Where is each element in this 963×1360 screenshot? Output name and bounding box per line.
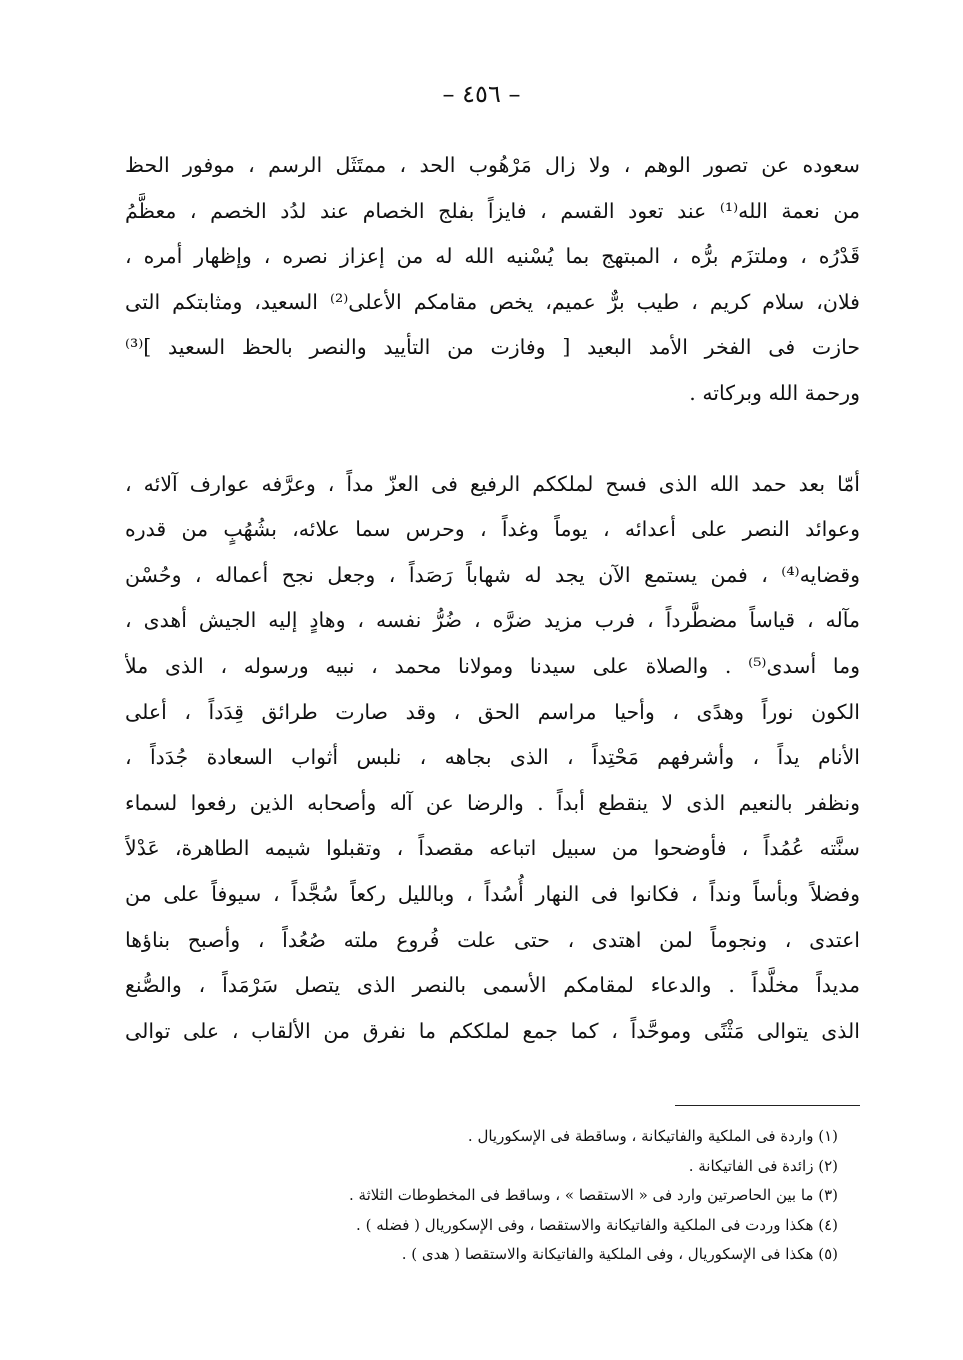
main-text <box>125 143 860 1054</box>
page-number: – ٤٥٦ – <box>442 80 521 108</box>
footnote: (٤) هكذا وردت فى الملكية والفاتيكانة والاستقصا ، وفى الإسكوريال ( فضله ) . <box>356 1215 838 1234</box>
footnotes <box>118 1122 838 1270</box>
text-line: وقضايه⁽⁴⁾ ، فمن يستمع الآن يجد له شهاباً رَصَداً ، وجعل نجح أعماله ، وحُسْن <box>125 562 860 587</box>
text-line: أمّا بعد حمد الله الذى فسح لملككم الرفيع فى العزّ مداً ، وعرَّفه عوارف آلائه ، <box>125 471 860 496</box>
text-line: وفضلاً وبأساً ونداً ، فكانوا فى النهار أُسُداً ، وبالليل ركعاً سُجَّداً ، سيوفاً على من <box>125 881 860 906</box>
text-line: مديداً مخلَّداً . والدعاء لمقامكم الأسمى بالنصر الذى يتصل سَرْمَداً ، والصُّنع <box>125 973 860 998</box>
footnote: (٥) هكذا فى الإسكوريال ، وفى الملكية والفاتيكانة والاستقصا ( هدى ) . <box>401 1245 838 1263</box>
text-line: ورحمة الله وبركاته . <box>689 380 860 405</box>
text-line: حازت فى الفخر الأمد البعيد [ وفازت من التأييد والنصر بالحظ السعيد ]⁽³⁾ <box>125 335 860 360</box>
text-line: الأنام يداً ، وأشرفهم مَحْتِداً ، الذى بجاهه ، نلبس أثواب السعادة جُدَداً ، <box>125 745 860 770</box>
text-line: سعوده عن تصور الوهم ، ولا زال مَرْهُوب الحد ، ممتَثَل الرسم ، موفور الحظ <box>125 153 860 177</box>
footnote-separator <box>675 1105 860 1106</box>
footnote: (٢) زائدة فى الفاتيكانة . <box>688 1156 838 1175</box>
footnote: (٣) ما بين الحاصرتين وارد فى « الاستقصا » ، وساقط فى المخطوطات الثلاثة . <box>349 1186 838 1204</box>
text-line: من نعمة الله⁽¹⁾ عند تعود القسم ، فايزاً بفلج الخصام عند لدُد الخصم ، معظَّمُ <box>125 198 860 223</box>
paragraph-gap <box>125 417 860 462</box>
text-line: قَدْرُه ، وملتزَم برُّه ، المبتهج بما يُسْنيه الله له من إعزاز نصره ، وإظهار أمره ، <box>125 244 860 269</box>
footnote: (١) واردة فى الملكية والفاتيكانة ، وساقطة فى الإسكوريال . <box>467 1127 838 1145</box>
text-line: اعتدى ، ونجوماً لمن اهتدى ، حتى علت فُروع ملته صُعُداً ، وأصبح بناؤها <box>125 927 860 952</box>
text-line: فلان، سلام كريم ، طيب برٌّ عميم، يخص مقامكم الأعلى⁽²⁾ السعيد، ومثابتكم التى <box>125 289 860 314</box>
text-line: الكون نوراً وهدًى ، وأحيا مراسم الحق ، وقد صارت طرائق قِدَداً ، أعلى <box>125 699 860 724</box>
text-line: سنَّته عُمُداً ، فأوضحوا من سبيل اتباعه مقصداً ، وتقبلوا شيمه الطاهرة، عَدْلاً <box>125 836 860 861</box>
text-line: الذى يتوالى مَثْنًى وموحَّداً ، كما جمع لملككم ما نفرق من الألقاب ، على توالى <box>125 1018 860 1043</box>
text-line: وعوائد النصر على أعدائه ، يوماً وغداً ، وحرس سما علائه، بشُهُبٍ من قدره <box>125 517 860 542</box>
text-line: وما أسدى⁽⁵⁾ . والصلاة على سيدنا ومولانا محمد ، نبيه ورسوله ، الذى ملأ <box>125 653 860 678</box>
text-line: مآله ، قياساً مضطَّرداً ، فرب مزيد ضرَّه ، ضُرُّ نفسه ، وهادٍ إليه الجيش أهدى ، <box>125 608 860 633</box>
text-line: ونظفر بالنعيم الذى لا ينقطع أبداً . والرضا عن آله وأصحابه الذين رفعوا لسماء <box>125 790 860 815</box>
